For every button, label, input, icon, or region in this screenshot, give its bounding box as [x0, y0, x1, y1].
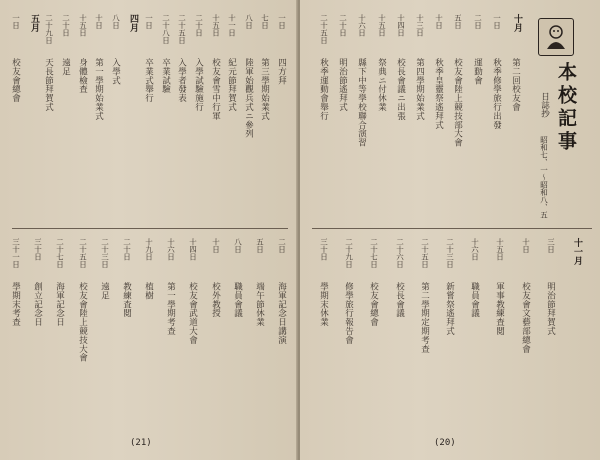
entry-text: 明治節遙拜式: [337, 58, 348, 112]
entry-text: 職員會議: [232, 282, 243, 318]
entry-text: 卒業試驗: [160, 58, 171, 94]
month-heading: 十一月: [572, 238, 582, 265]
entry-date: 五日: [255, 238, 265, 253]
entry-text: 校外教授: [210, 282, 221, 318]
entry-date: 十日: [434, 14, 444, 29]
entry-date: 二日: [277, 238, 287, 253]
entry-text: 入學試驗施行: [193, 58, 204, 112]
entry-text: 學期末休業: [318, 282, 329, 327]
entry-text: 植樹: [143, 282, 154, 300]
entry-text: 海軍記念日: [54, 282, 65, 327]
entry-date: 十四日: [188, 238, 198, 261]
entry-text: 入學式: [110, 58, 121, 85]
entry-date: 二十五日: [78, 238, 88, 268]
entry-text: 第三學期始業式: [259, 58, 270, 121]
entry-text: 秋季運動會舉行: [318, 58, 329, 121]
entry-text: 軍事教練査閲: [494, 282, 505, 336]
entry-date: 十日: [521, 238, 531, 253]
entry-date: 八日: [111, 14, 121, 29]
entry-date: 二十日: [338, 14, 348, 37]
entry-text: 校長會議ニ出張: [395, 58, 406, 121]
entry-text: 校長會議: [394, 282, 405, 318]
entry-date: 十五日: [211, 14, 221, 37]
entry-date: 十三日: [415, 14, 425, 37]
entry-date: 十日: [211, 238, 221, 253]
entry-text: 教練査閲: [121, 282, 132, 318]
entry-date: 二日: [473, 14, 483, 29]
entry-text: 縣下中等學校聯合演習: [356, 58, 367, 147]
entry-date: 一日: [277, 14, 287, 29]
entry-date: 二十六日: [395, 238, 405, 268]
entry-date: 一日: [492, 14, 502, 29]
entry-date: 八日: [244, 14, 254, 29]
entry-date: 二十八日: [161, 14, 171, 44]
entry-date: 三日: [546, 238, 556, 253]
entry-text: 卒業式舉行: [143, 58, 154, 103]
entry-text: 學期末考查: [10, 282, 21, 327]
entry-text: 秋季皇靈祭遙拜式: [433, 58, 444, 130]
entry-date: 十五日: [377, 14, 387, 37]
entry-date: 二十九日: [44, 14, 54, 44]
entry-text: 運動會: [472, 58, 483, 85]
page-title: 本校記事: [555, 62, 577, 154]
entry-text: 校友會陸上競技大會: [77, 282, 88, 363]
school-emblem-icon: [538, 18, 574, 56]
entry-text: 第一學期考查: [165, 282, 176, 336]
entry-text: 天長節拜賀式: [43, 58, 54, 112]
entry-text: 校友會武道大會: [187, 282, 198, 345]
period-range: 昭和七、一〜昭和八、五: [539, 136, 549, 219]
entry-text: 校友會陸上競技部大會: [452, 58, 463, 147]
entry-text: 紀元節拜賀式: [226, 58, 237, 112]
entry-text: 校友會文藝部總會: [520, 282, 531, 354]
entry-text: 校友會總會: [10, 58, 21, 103]
entry-text: 祭典ニ付休業: [376, 58, 387, 112]
entry-date: 二十日: [61, 14, 71, 37]
entry-text: 明治節拜賀式: [545, 282, 556, 336]
entry-text: 校友會雪中行軍: [210, 58, 221, 121]
entry-date: 一日: [11, 14, 21, 29]
entry-date: 二十三日: [100, 238, 110, 268]
entry-date: 三十日: [319, 238, 329, 261]
entry-text: 修學旅行報告會: [343, 282, 354, 345]
entry-text: 第二回校友會: [510, 58, 521, 112]
entry-date: 二十三日: [445, 238, 455, 268]
entry-text: 四方拜: [276, 58, 287, 85]
entry-text: 職員會議: [469, 282, 480, 318]
entry-date: 二十七日: [369, 238, 379, 268]
entry-text: 入學者發表: [176, 58, 187, 103]
entry-date: 二十五日: [420, 238, 430, 268]
page-21: [0, 0, 298, 460]
entry-date: 二十五日: [319, 14, 329, 44]
entry-date: 五日: [453, 14, 463, 29]
entry-text: 創立記念日: [32, 282, 43, 327]
entry-date: 十六日: [470, 238, 480, 261]
divider: [12, 228, 288, 229]
entry-date: 三十日: [33, 238, 43, 261]
month-heading: 四月: [128, 14, 138, 32]
entry-text: 遠足: [99, 282, 110, 300]
entry-text: 第二學期定期考查: [419, 282, 430, 354]
entry-text: 第四學期始業式: [414, 58, 425, 121]
entry-date: 十一日: [227, 14, 237, 37]
entry-date: 二十七日: [55, 238, 65, 268]
entry-text: 端午節休業: [254, 282, 265, 327]
entry-text: 校友會總會: [368, 282, 379, 327]
entry-text: 陸軍始觀兵式ニ參列: [243, 58, 254, 139]
entry-date: 十六日: [357, 14, 367, 37]
entry-date: 三十一日: [11, 238, 21, 268]
entry-date: 十五日: [495, 238, 505, 261]
entry-date: 十日: [94, 14, 104, 29]
entry-text: 秋季修學旅行出發: [491, 58, 502, 130]
entry-date: 二十日: [194, 14, 204, 37]
entry-text: 遠足: [60, 58, 71, 76]
section-subtitle: 日誌抄: [539, 92, 550, 118]
entry-date: 七日: [260, 14, 270, 29]
page-number-left: (21): [130, 438, 152, 448]
entry-date: 二十五日: [177, 14, 187, 44]
entry-text: 新嘗祭遙拜式: [444, 282, 455, 336]
page-number-right: (20): [434, 438, 456, 448]
month-heading: 十月: [512, 14, 522, 32]
entry-date: 二十日: [122, 238, 132, 261]
entry-date: 十九日: [144, 238, 154, 261]
month-heading: 五月: [29, 14, 39, 32]
entry-date: 八日: [233, 238, 243, 253]
entry-text: 海軍記念日講演: [276, 282, 287, 345]
divider: [312, 228, 592, 229]
entry-date: 一日: [144, 14, 154, 29]
entry-date: 二十九日: [344, 238, 354, 268]
entry-text: 身體檢査: [77, 58, 88, 94]
entry-date: 十五日: [78, 14, 88, 37]
entry-text: 第一學期始業式: [93, 58, 104, 121]
entry-date: 十六日: [166, 238, 176, 261]
entry-date: 十四日: [396, 14, 406, 37]
